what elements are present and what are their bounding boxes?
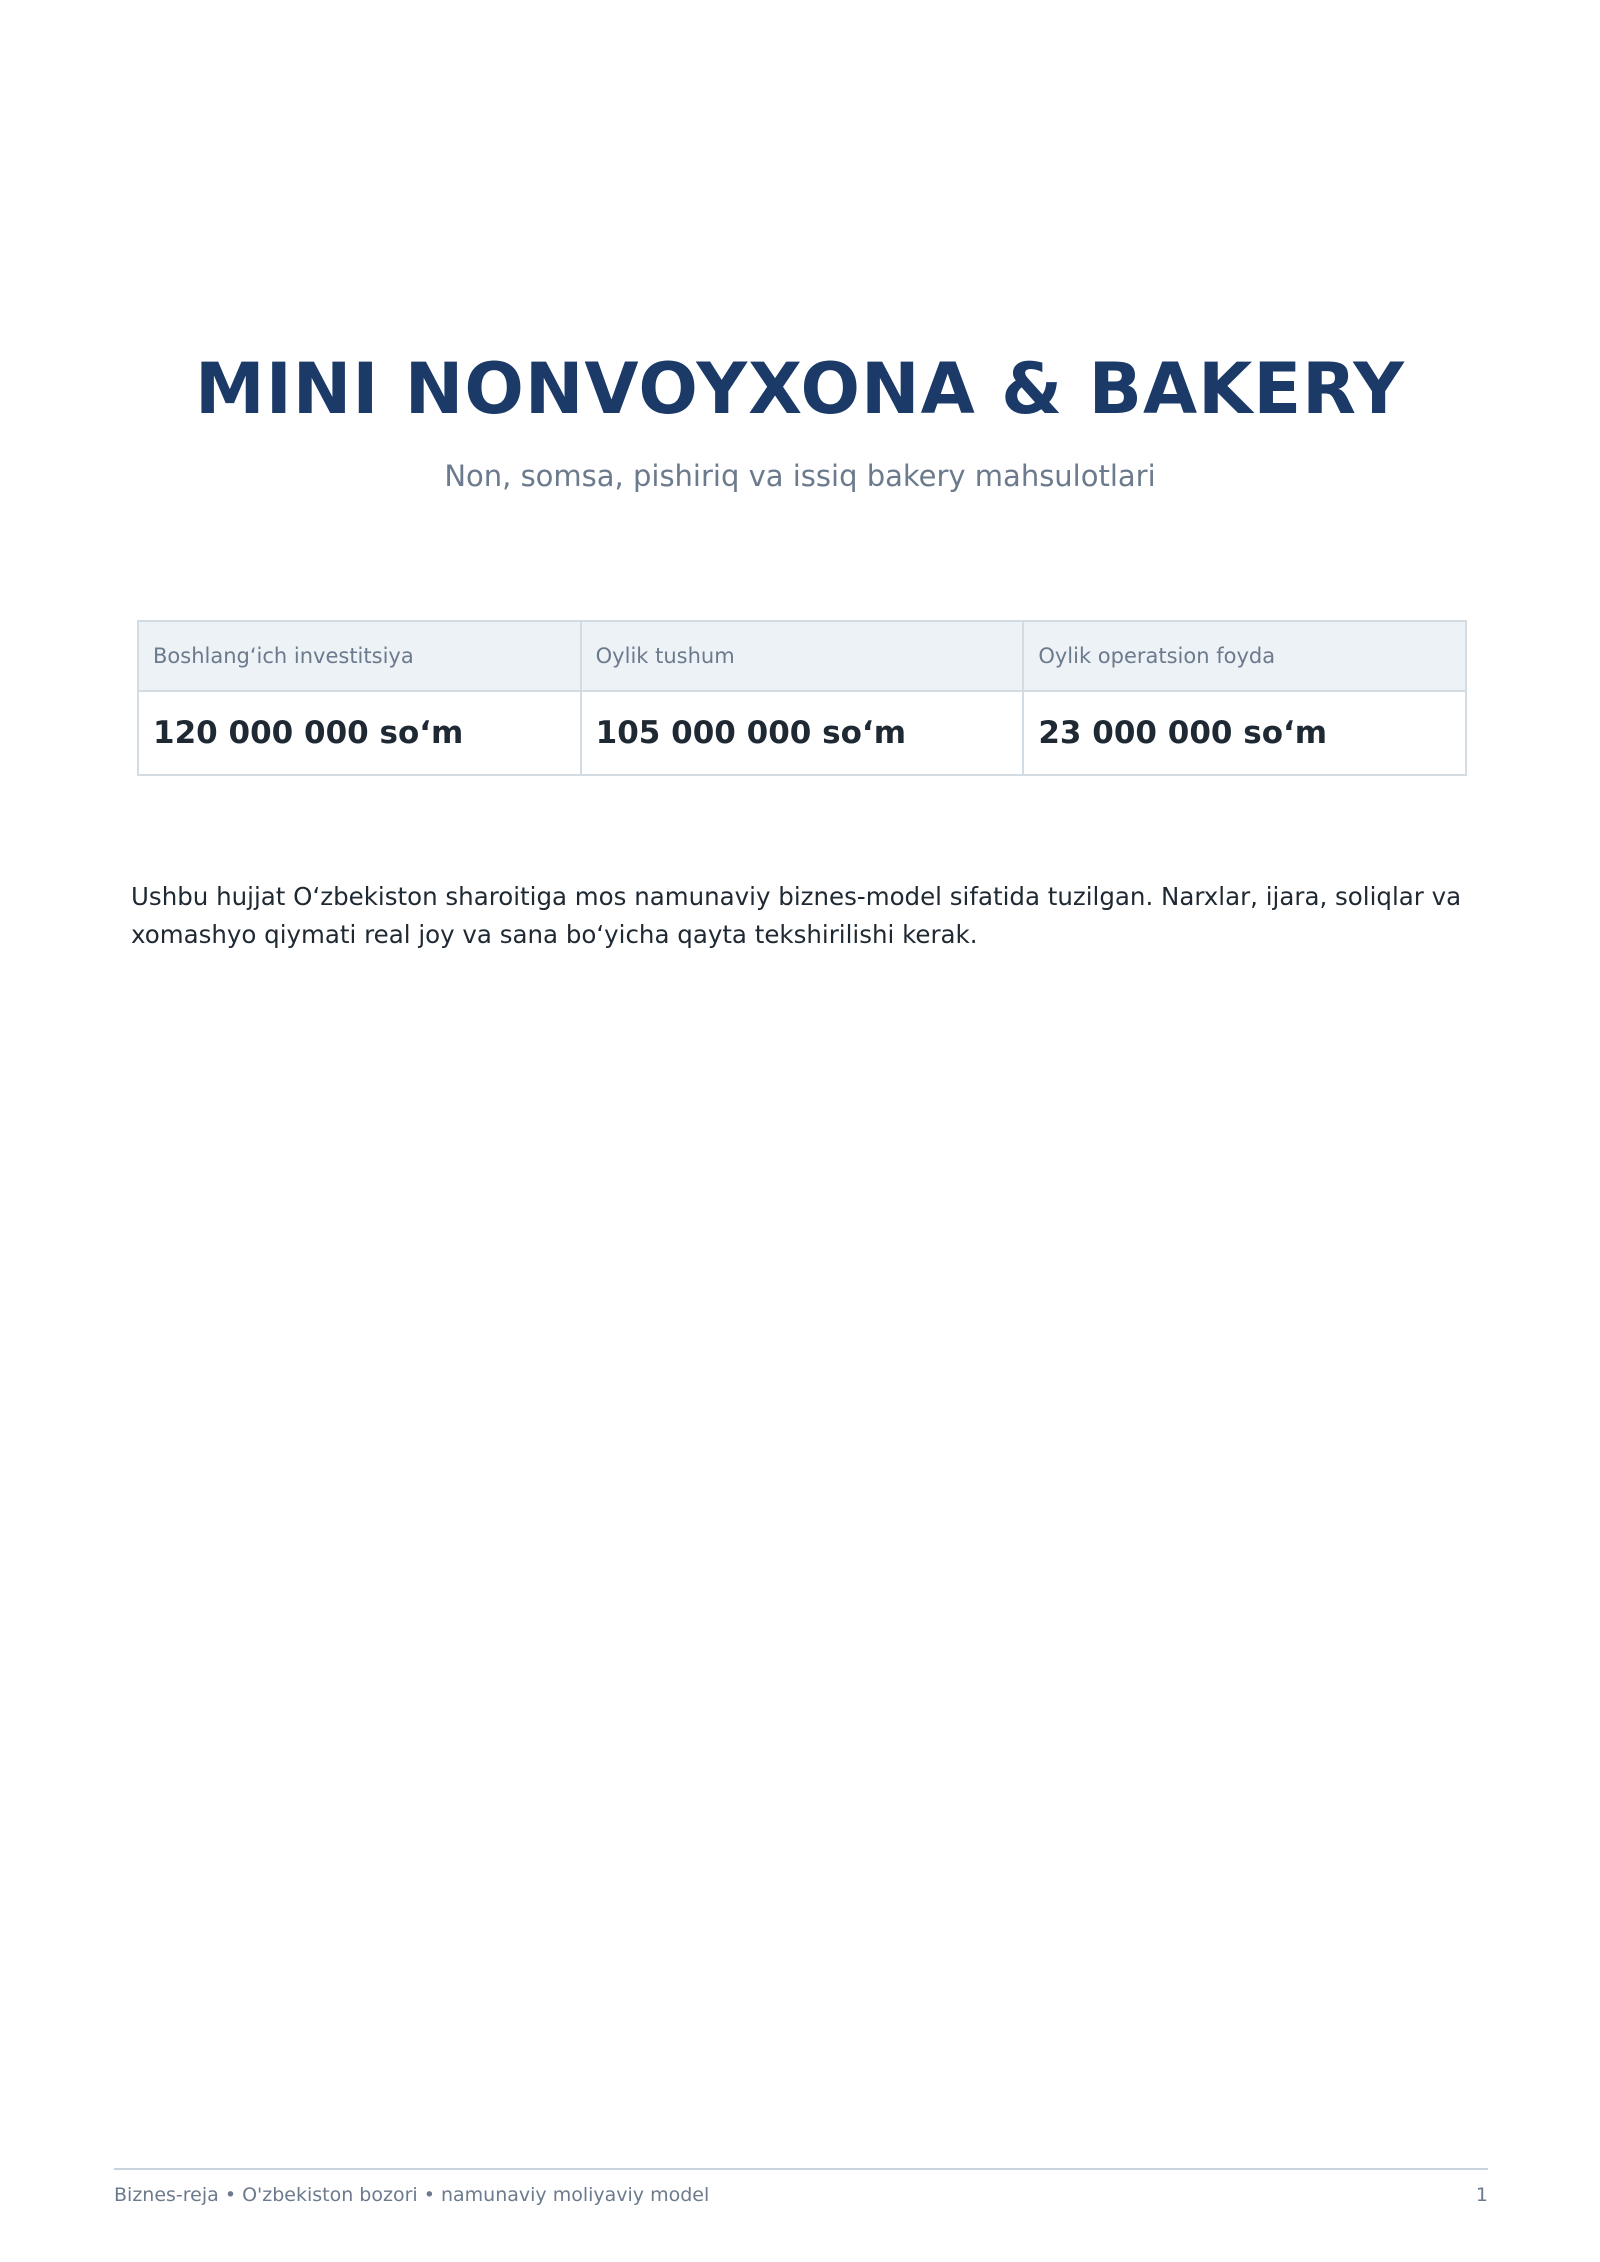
kpi-value-monthly-revenue: 105 000 000 so‘m xyxy=(581,691,1024,775)
document-title: MINI NONVOYXONA & BAKERY xyxy=(195,348,1405,430)
page-number: 1 xyxy=(1475,2184,1488,2206)
kpi-value-row xyxy=(138,691,1466,775)
kpi-label-investment: Boshlang‘ich investitsiya xyxy=(138,621,581,691)
footer-divider xyxy=(114,2168,1488,2170)
kpi-value-operating-profit: 23 000 000 so‘m xyxy=(1023,691,1466,775)
kpi-label-operating-profit: Oylik operatsion foyda xyxy=(1023,621,1466,691)
kpi-label-monthly-revenue: Oylik tushum xyxy=(581,621,1024,691)
kpi-summary-table xyxy=(137,620,1467,776)
kpi-value-investment: 120 000 000 so‘m xyxy=(138,691,581,775)
disclaimer-paragraph: Ushbu hujjat O‘zbekiston sharoitiga mos namunaviy biznes-model sifatida tuzilgan. Narxlar, ijara, soliqlar va xomashyo qiymati real joy va sana bo‘yicha qayta tekshirilishi kerak. xyxy=(131,882,1462,949)
kpi-label-row xyxy=(138,621,1466,691)
document-subtitle: Non, somsa, pishiriq va issiq bakery mahsulotlari xyxy=(444,459,1156,493)
footer-caption: Biznes-reja • O'zbekiston bozori • namunaviy moliyaviy model xyxy=(114,2184,710,2206)
